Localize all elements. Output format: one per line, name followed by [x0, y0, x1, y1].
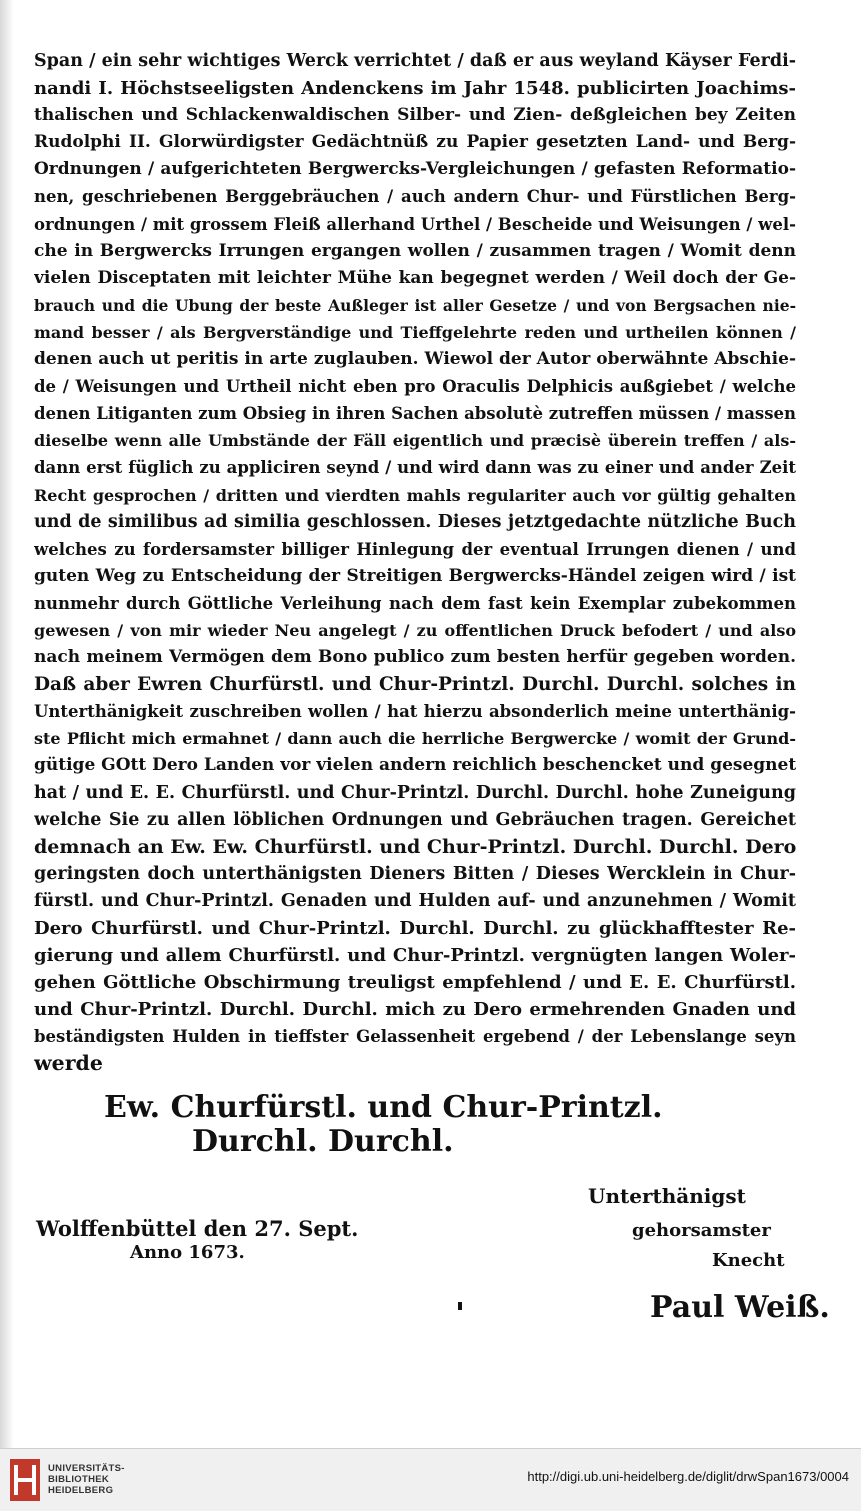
text-line: thalischen und Schlackenwaldischen Silber- und Zien- deßgleichen bey Zeiten: [34, 105, 796, 126]
text-line: demnach an Ew. Ew. Churfürstl. und Chur-Printzl. Durchl. Durchl. Dero: [34, 835, 796, 858]
text-line: werde: [34, 1051, 103, 1076]
text-line: Ordnungen / aufgerichteten Bergwercks-Vergleichungen / gefasten Reformatio-: [34, 159, 796, 180]
text-line: und Chur-Printzl. Durchl. Durchl. mich zu Dero ermehrenden Gnaden und: [34, 999, 796, 1021]
signature: Paul Weiß.: [650, 1290, 830, 1325]
text-line: denen auch ut peritis in arte zuglauben. Wiewol der Autor oberwähnte Abschie-: [34, 349, 796, 370]
text-line: dieselbe wenn alle Umbstände der Fäll eigentlich und præcisè überein treffen / als-: [34, 431, 796, 451]
text-line: und de similibus ad similia geschlossen. Dieses jetztgedachte nützliche Buch: [34, 511, 796, 532]
text-line: gütige GOtt Dero Landen vor vielen andern reichlich beschencket und gesegnet: [34, 755, 796, 776]
ink-speck: [458, 1302, 462, 1310]
text-line: gehen Göttliche Obschirmung treuligst empfehlend / und E. E. Churfürstl.: [34, 972, 796, 994]
address-line-1: Ew. Churfürstl. und Chur-Printzl.: [104, 1090, 663, 1125]
year: Anno 1673.: [130, 1242, 245, 1263]
library-line-1: UNIVERSITÄTS-: [48, 1463, 125, 1474]
text-line: geringsten doch unterthänigsten Dieners Bitten / Dieses Wercklein in Chur-: [34, 863, 796, 884]
text-line: gierung und allem Churfürstl. und Chur-Printzl. vergnügten langen Woler-: [34, 945, 796, 967]
text-line: Dero Churfürstl. und Chur-Printzl. Durchl. Durchl. zu glückhafftester Re-: [34, 918, 796, 939]
text-line: nandi I. Höchstseeligsten Andenckens im Jahr 1548. publicirten Joachims-: [34, 78, 796, 100]
subscription-gehorsamster: gehorsamster: [632, 1220, 771, 1241]
text-line: nen, geschriebenen Berggebräuchen / auch andern Chur- und Fürstlichen Berg-: [34, 187, 796, 207]
text-line: Recht gesprochen / dritten und vierdten mahls regulariter auch vor gültig gehalten: [34, 485, 796, 505]
library-name[interactable]: [48, 1463, 125, 1496]
text-line: Rudolphi II. Glorwürdigster Gedächtnüß zu Papier gesetzten Land- und Berg-: [34, 132, 796, 153]
text-line: welche Sie zu allen löblichen Ordnungen und Gebräuchen tragen. Gereichet: [34, 809, 796, 830]
text-line: brauch und die Ubung der beste Außleger ist aller Gesetze / und von Bergsachen nie-: [34, 295, 796, 315]
text-line: nunmehr durch Göttliche Verleihung nach dem fast kein Exemplar zubekommen: [34, 593, 796, 613]
text-line: nach meinem Vermögen dem Bono publico zum besten herfür gegeben worden.: [34, 647, 796, 668]
text-line: hat / und E. E. Churfürstl. und Chur-Printzl. Durchl. Durchl. hohe Zuneigung: [34, 782, 796, 803]
dedication-text: [34, 48, 796, 1078]
page-url[interactable]: http://digi.ub.uni-heidelberg.de/diglit/drwSpan1673/0004: [527, 1469, 849, 1484]
text-line: mand besser / als Bergverständige und Tieffgelehrte reden und urtheilen können /: [34, 322, 796, 342]
place-date: Wolffenbüttel den 27. Sept.: [36, 1216, 359, 1241]
library-line-2: BIBLIOTHEK: [48, 1474, 110, 1485]
text-line: ste Pflicht mich ermahnet / dann auch die herrliche Bergwercke / womit der Grund-: [34, 729, 796, 749]
viewer-footer: [0, 1448, 861, 1511]
text-line: welches zu fordersamster billiger Hinlegung der eventual Irrungen dienen / und: [34, 539, 796, 559]
text-line: Daß aber Ewren Churfürstl. und Chur-Printzl. Durchl. Durchl. solches in: [34, 674, 796, 696]
text-line: che in Bergwercks Irrungen ergangen wollen / zusammen tragen / Womit denn: [34, 240, 796, 261]
text-line: dann erst füglich zu appliciren seynd / und wird dann was zu einer und ander Zeit: [34, 458, 796, 478]
text-line: guten Weg zu Entscheidung der Streitigen Bergwercks-Händel zeigen wird / ist: [34, 565, 796, 586]
subscription-knecht: Knecht: [712, 1250, 785, 1271]
text-line: vielen Disceptaten mit leichter Mühe kan begegnet werden / Weil doch der Ge-: [34, 267, 796, 288]
address-line-2: Durchl. Durchl.: [192, 1124, 454, 1159]
text-line: gewesen / von mir wieder Neu angelegt / zu offentlichen Druck befodert / und also: [34, 620, 796, 640]
text-line: ordnungen / mit grossem Fleiß allerhand Urthel / Bescheide und Weisungen / wel-: [34, 214, 796, 234]
heidelberg-library-logo-icon[interactable]: [8, 1457, 42, 1503]
text-line: Span / ein sehr wichtiges Werck verrichtet / daß er aus weyland Käyser Ferdi-: [34, 51, 796, 71]
text-line: de / Weisungen und Urtheil nicht eben pro Oraculis Delphicis außgiebet / welche: [34, 377, 796, 397]
text-line: denen Litiganten zum Obsieg in ihren Sachen absolutè zutreffen müssen / massen: [34, 404, 796, 424]
text-line: Unterthänigkeit zuschreiben wollen / hat hierzu absonderlich meine unterthänig-: [34, 702, 796, 722]
text-line: fürstl. und Chur-Printzl. Genaden und Hulden auf- und anzunehmen / Womit: [34, 890, 796, 911]
subscription-unterthaenigst: Unterthänigst: [588, 1184, 746, 1208]
text-line: beständigsten Hulden in tieffster Gelassenheit ergebend / der Lebenslange seyn: [34, 1027, 796, 1047]
library-line-3: HEIDELBERG: [48, 1485, 114, 1496]
